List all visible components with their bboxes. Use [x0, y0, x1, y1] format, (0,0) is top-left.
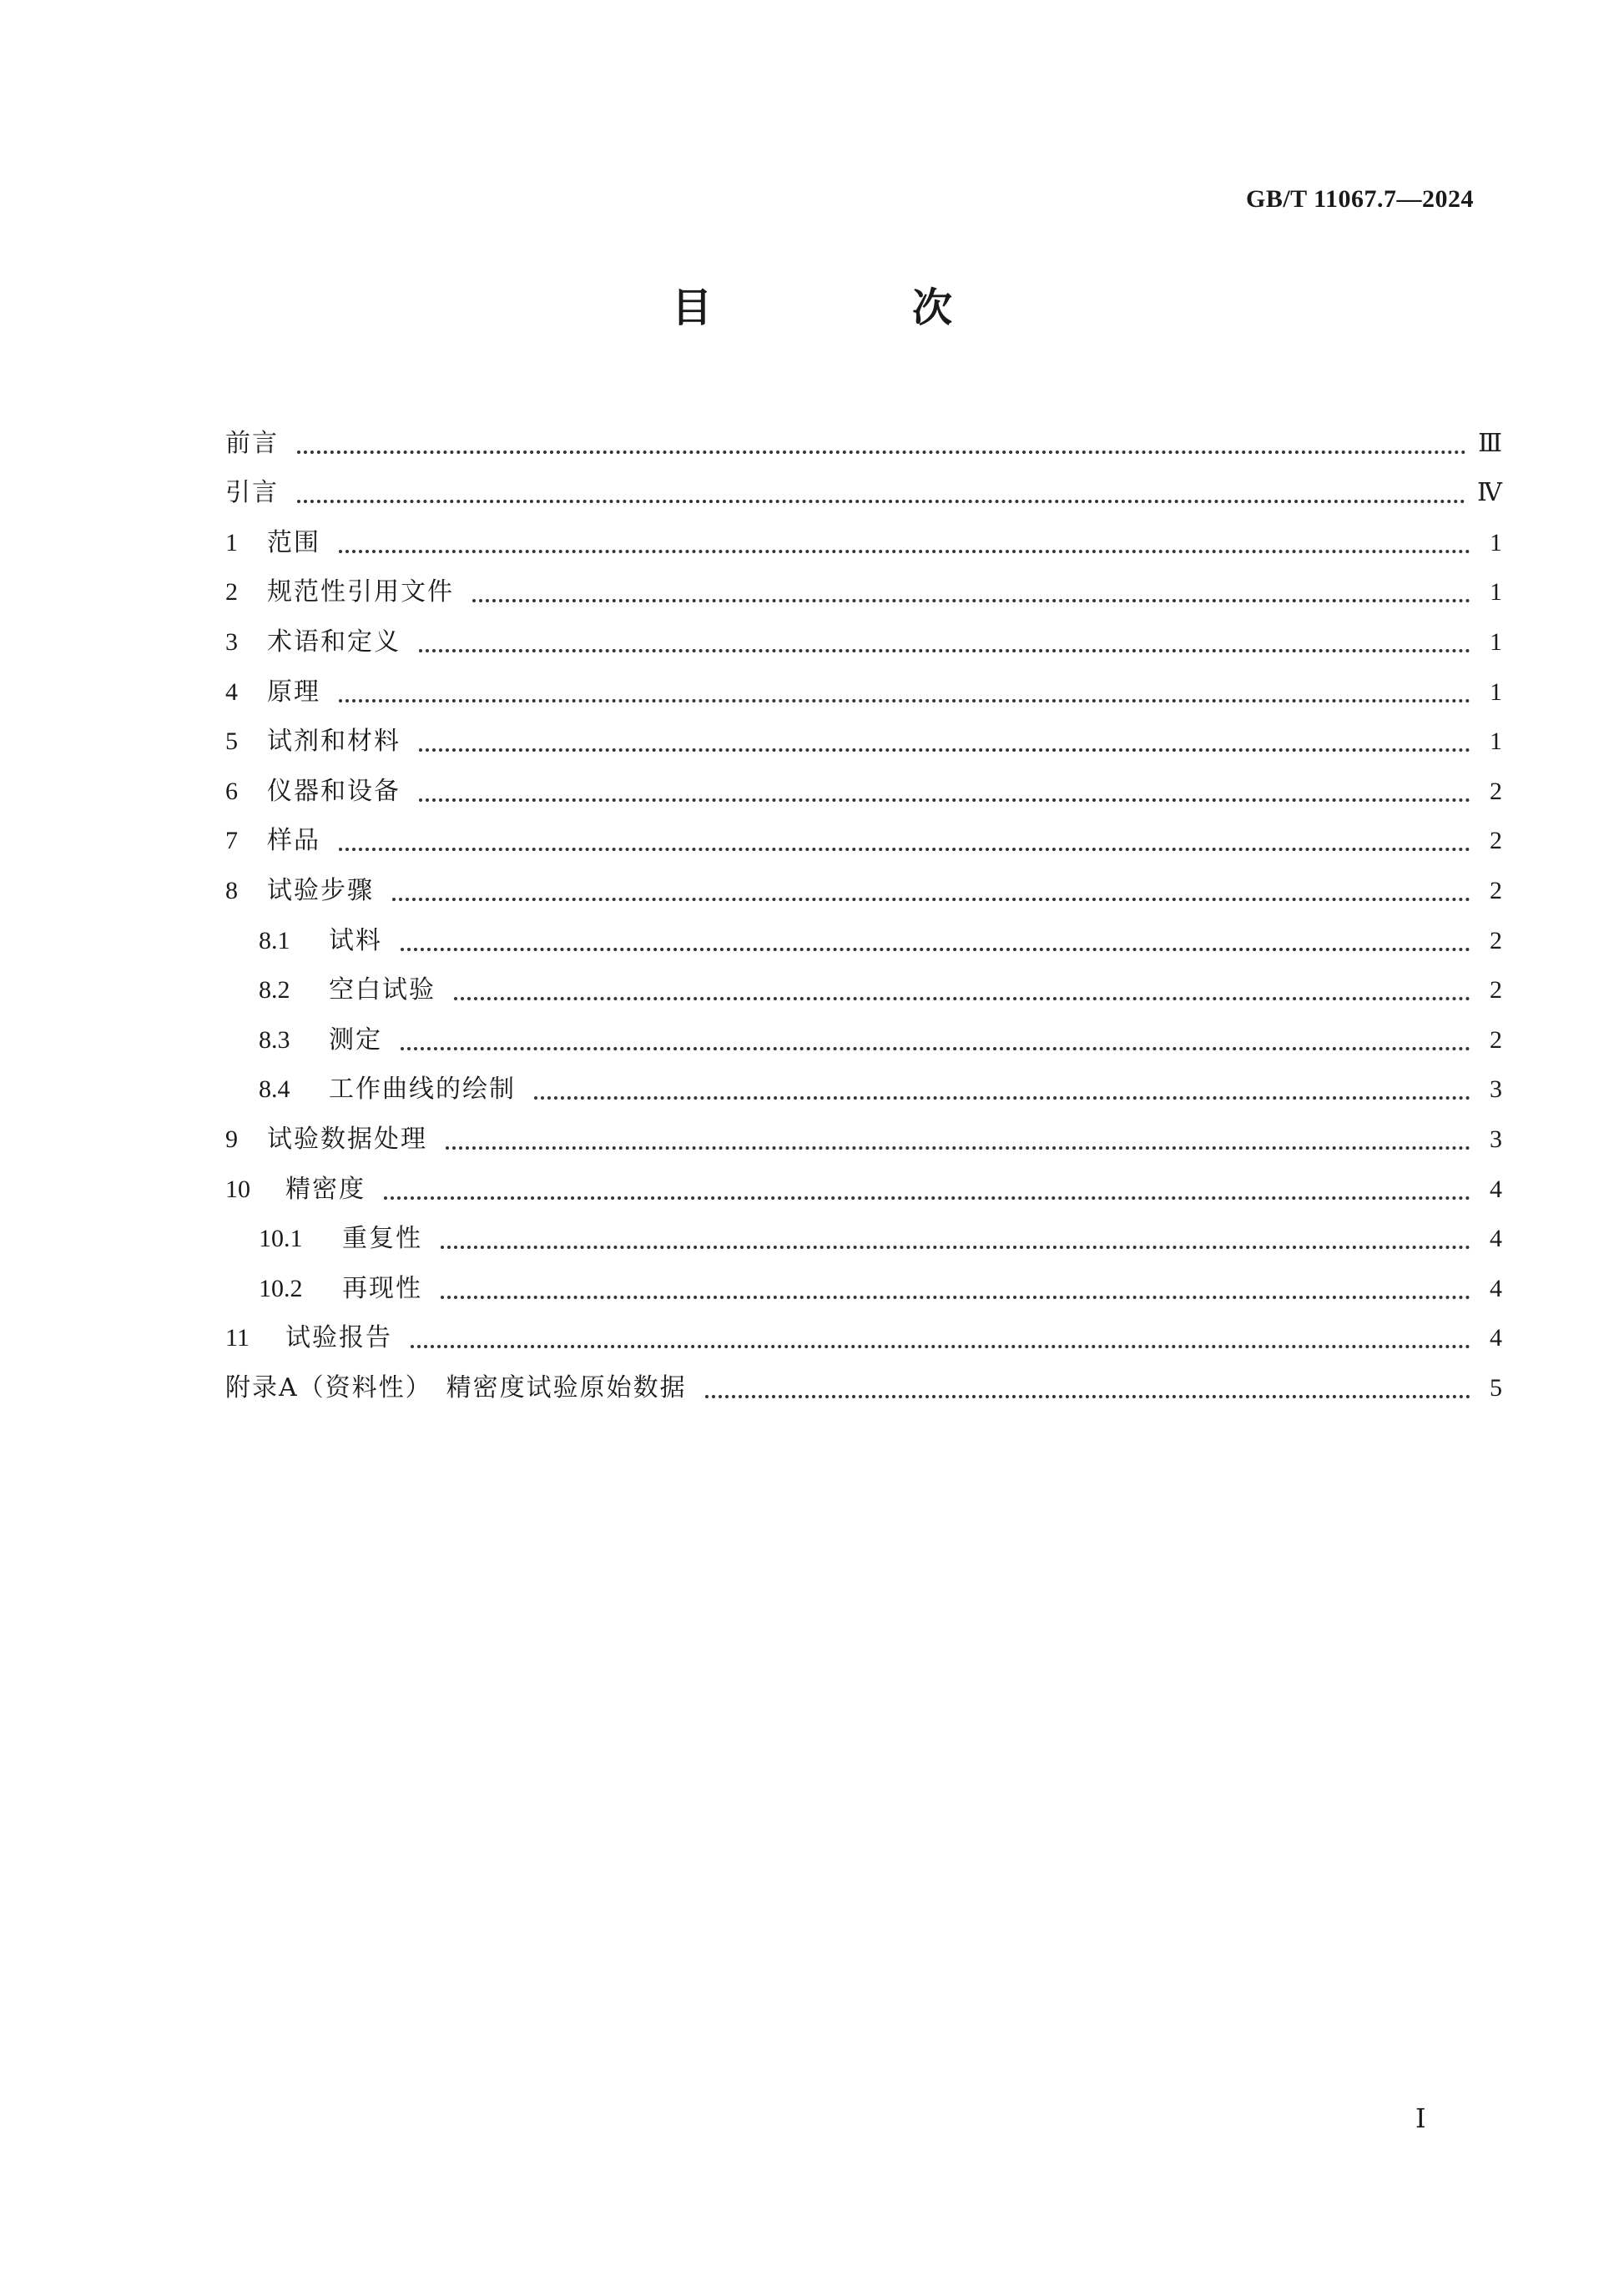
- dot-leader: [411, 1345, 1470, 1348]
- toc-entry-number: 2: [225, 578, 238, 607]
- toc-entry-page: 4: [1490, 1225, 1502, 1253]
- toc-entry-number: 11: [225, 1324, 250, 1352]
- toc-entry-number: 7: [225, 827, 238, 855]
- toc-entry-repeatability[interactable]: [225, 1206, 1502, 1256]
- toc-entry-number: 9: [225, 1125, 238, 1153]
- dot-leader: [339, 699, 1470, 702]
- dot-leader: [339, 848, 1470, 851]
- toc-entry-terms-definitions[interactable]: [225, 609, 1502, 659]
- dot-leader: [446, 1146, 1470, 1150]
- toc-entry-label: 前言: [225, 428, 279, 458]
- toc-entry-data-processing[interactable]: [225, 1106, 1502, 1156]
- toc-entry-working-curve[interactable]: [225, 1057, 1502, 1107]
- toc-entry-label: 工作曲线的绘制: [329, 1075, 516, 1105]
- page-title: 目 次: [671, 284, 1032, 331]
- toc-entry-label: 原理: [267, 677, 320, 707]
- toc-entry-page: 1: [1490, 677, 1502, 706]
- toc-entry-test-portion[interactable]: [225, 908, 1502, 958]
- toc-entry-introduction[interactable]: [225, 461, 1502, 511]
- toc-entry-number: 8.3: [259, 1025, 290, 1054]
- toc-entry-number: 10: [225, 1175, 250, 1203]
- table-of-contents: [225, 410, 1502, 1405]
- toc-entry-number: 10.1: [259, 1225, 303, 1253]
- toc-entry-label: 引言: [225, 478, 279, 508]
- toc-entry-number: 6: [225, 777, 238, 805]
- toc-entry-page: 4: [1490, 1175, 1502, 1203]
- toc-entry-label: 试验报告: [285, 1323, 392, 1353]
- toc-entry-page: 4: [1490, 1324, 1502, 1352]
- toc-entry-label: 测定: [329, 1025, 382, 1055]
- toc-entry-page: 2: [1490, 976, 1502, 1004]
- toc-entry-number: 4: [225, 677, 238, 706]
- toc-entry-number: 10.2: [259, 1274, 303, 1302]
- toc-entry-label: 仪器和设备: [267, 776, 401, 806]
- toc-entry-page: 2: [1490, 1025, 1502, 1054]
- toc-entry-scope[interactable]: [225, 510, 1502, 560]
- toc-entry-page: 1: [1490, 728, 1502, 756]
- toc-entry-label: 试料: [329, 925, 382, 955]
- toc-entry-label: 重复性: [342, 1224, 422, 1254]
- toc-entry-number: 1: [225, 528, 238, 556]
- toc-entry-page: 3: [1490, 1075, 1502, 1104]
- dot-leader: [297, 451, 1466, 454]
- dot-leader: [472, 599, 1470, 602]
- dot-leader: [401, 1047, 1470, 1050]
- dot-leader: [384, 1196, 1470, 1200]
- toc-entry-number: 8.4: [259, 1075, 290, 1104]
- dot-leader: [419, 798, 1470, 802]
- toc-entry-label: 精密度: [285, 1174, 366, 1204]
- toc-entry-page: 2: [1490, 777, 1502, 805]
- dot-leader: [297, 500, 1465, 503]
- toc-entry-page: 2: [1490, 926, 1502, 954]
- toc-entry-determination[interactable]: [225, 1007, 1502, 1057]
- toc-entry-page: 1: [1490, 528, 1502, 556]
- toc-entry-number: 8.2: [259, 976, 290, 1004]
- dot-leader: [705, 1395, 1470, 1398]
- dot-leader: [419, 748, 1470, 752]
- dot-leader: [454, 997, 1470, 1000]
- toc-entry-label: 试验步骤: [267, 875, 374, 905]
- toc-entry-label: 再现性: [342, 1273, 422, 1303]
- toc-entry-test-procedure[interactable]: [225, 858, 1502, 908]
- dot-leader: [534, 1096, 1470, 1100]
- toc-entry-sample[interactable]: [225, 808, 1502, 858]
- page-number: Ⅰ: [1415, 2103, 1426, 2133]
- toc-entry-page: 2: [1490, 827, 1502, 855]
- toc-entry-label: 范围: [267, 527, 320, 557]
- toc-entry-foreword[interactable]: [225, 410, 1502, 461]
- toc-entry-page: 5: [1490, 1373, 1502, 1402]
- toc-entry-label: 样品: [267, 826, 320, 856]
- toc-entry-normative-references[interactable]: [225, 560, 1502, 610]
- toc-entry-page: 4: [1490, 1274, 1502, 1302]
- toc-entry-annex-a[interactable]: [225, 1355, 1502, 1405]
- toc-entry-test-report[interactable]: [225, 1306, 1502, 1356]
- dot-leader: [339, 550, 1470, 553]
- toc-entry-page: 1: [1490, 578, 1502, 607]
- dot-leader: [419, 649, 1470, 652]
- toc-entry-number: 8: [225, 876, 238, 904]
- toc-entry-label: 规范性引用文件: [267, 577, 454, 607]
- toc-entry-page: Ⅳ: [1477, 479, 1502, 507]
- toc-entry-label: 试剂和材料: [267, 727, 401, 757]
- dot-leader: [441, 1296, 1470, 1299]
- toc-entry-blank-test[interactable]: [225, 958, 1502, 1008]
- toc-entry-number: 3: [225, 627, 238, 656]
- toc-entry-reagents-materials[interactable]: [225, 709, 1502, 759]
- toc-entry-principle[interactable]: [225, 659, 1502, 709]
- standard-code: GB/T 11067.7—2024: [1246, 185, 1474, 213]
- dot-leader: [392, 898, 1470, 901]
- toc-entry-apparatus[interactable]: [225, 758, 1502, 808]
- toc-entry-label: 空白试验: [329, 975, 436, 1005]
- toc-entry-page: 3: [1490, 1125, 1502, 1153]
- dot-leader: [441, 1246, 1470, 1249]
- toc-entry-number: 8.1: [259, 926, 290, 954]
- toc-entry-label: 附录A（资料性） 精密度试验原始数据: [225, 1372, 687, 1402]
- toc-entry-page: 2: [1490, 876, 1502, 904]
- toc-entry-precision[interactable]: [225, 1156, 1502, 1206]
- toc-entry-label: 术语和定义: [267, 627, 401, 657]
- toc-entry-reproducibility[interactable]: [225, 1256, 1502, 1306]
- dot-leader: [401, 948, 1470, 951]
- toc-entry-number: 5: [225, 728, 238, 756]
- toc-entry-page: 1: [1490, 627, 1502, 656]
- toc-entry-label: 试验数据处理: [267, 1124, 427, 1154]
- toc-entry-page: Ⅲ: [1478, 429, 1502, 457]
